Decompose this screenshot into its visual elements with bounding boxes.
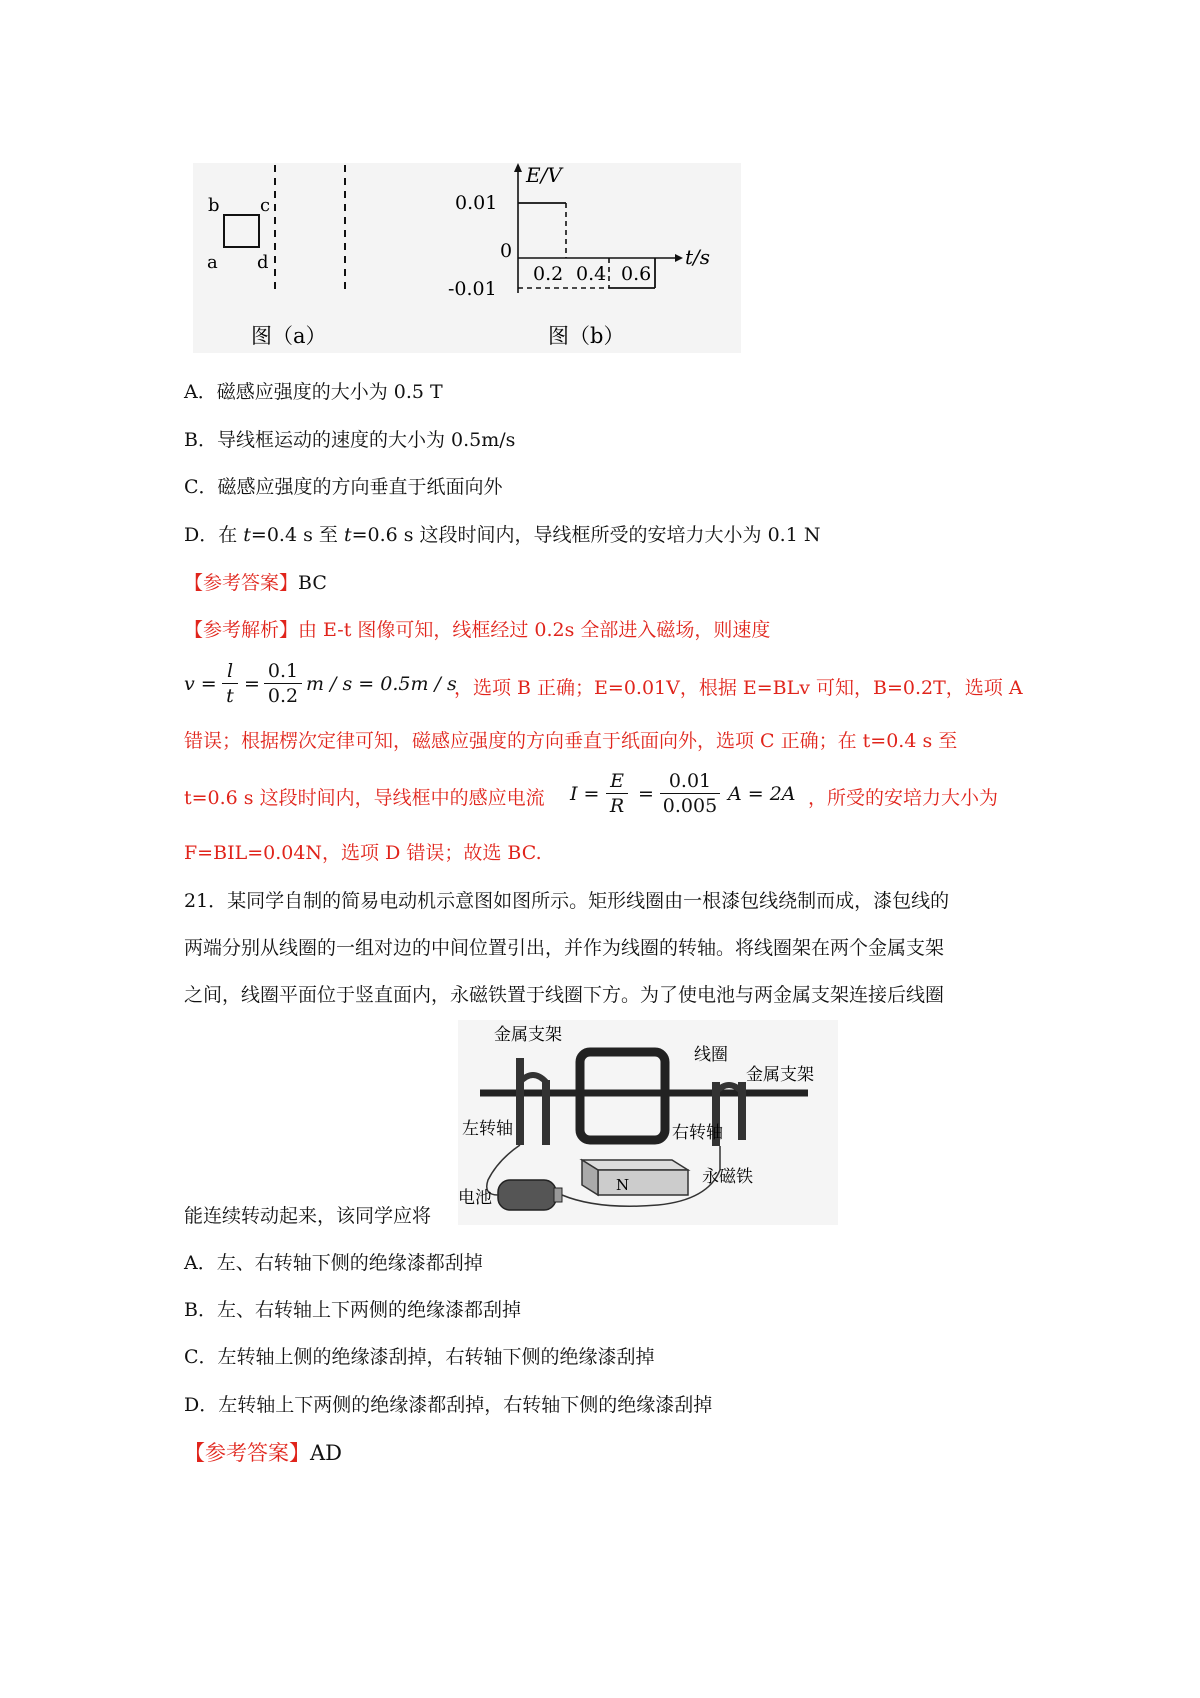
formula-i-frac1	[606, 769, 628, 818]
q20-option-d-t1: t	[243, 524, 251, 546]
label-coil: 线圈	[694, 1045, 728, 1065]
figure-ab-drawing	[193, 163, 741, 353]
q20-analysis-line1	[184, 617, 770, 643]
tick-y-negative: -0.01	[448, 278, 497, 300]
tick-0-4: 0.4	[576, 263, 607, 285]
formula-i-den1: R	[609, 795, 625, 817]
formula-i-den2: 0.005	[662, 795, 718, 817]
y-axis-label: E/V	[526, 163, 562, 187]
formula-v-num1: l	[222, 659, 238, 684]
q20-analysis-text4: t=0.6 s 这段时间内，导线框中的感应电流	[184, 787, 545, 809]
magnet-front	[598, 1170, 688, 1195]
q20-analysis-label: 【参考解析】	[184, 619, 299, 641]
q20-option-d-suffix: =0.6 s 这段时间内，导线框所受的安培力大小为 0.1 N	[351, 524, 821, 546]
q21-stem-line4: 能连续转动起来，该同学应将	[184, 1205, 432, 1227]
label-left-bracket: 金属支架	[494, 1025, 562, 1045]
tick-y-positive: 0.01	[455, 192, 498, 214]
formula-v-den2: 0.2	[267, 685, 299, 707]
q20-option-d	[184, 522, 820, 548]
label-right-axis: 右转轴	[672, 1123, 723, 1143]
q20-option-d-t2: t	[343, 524, 352, 546]
q20-analysis-line5: F=BIL=0.04N，选项 D 错误；故选 BC.	[184, 842, 542, 864]
q20-current-formula-line	[184, 763, 1034, 829]
q21-stem-line3: 之间，线圈平面位于竖直面内，永磁铁置于线圈下方。为了使电池与两金属支架连接后线圈	[184, 984, 945, 1006]
formula-i-eq: =	[638, 783, 654, 805]
q21-stem-line1: 21．某同学自制的简易电动机示意图如图所示。矩形线圈由一根漆包线绕制而成，漆包线的	[184, 890, 950, 912]
motor-figure	[458, 1020, 838, 1225]
formula-i-lhs: I =	[570, 783, 600, 805]
corner-a-label: a	[207, 252, 218, 273]
t-axis-arrow	[675, 254, 683, 262]
motor-drawing	[458, 1020, 838, 1225]
q21-stem-line2: 两端分别从线圈的一组对边的中间位置引出，并作为线圈的转轴。将线圈架在两个金属支架	[184, 937, 945, 959]
figure-ab	[193, 163, 741, 353]
figure-a-caption: 图（a）	[251, 324, 327, 348]
q20-answer-value: BC	[298, 572, 327, 594]
magnet-pole-label: N	[616, 1176, 630, 1194]
magnet-top	[582, 1160, 688, 1170]
e-axis-arrow	[514, 163, 522, 172]
wire-frame	[224, 215, 259, 247]
tick-0-2: 0.2	[533, 263, 564, 285]
corner-d-label: d	[257, 252, 269, 273]
formula-i-num2: 0.01	[660, 769, 720, 794]
formula-v-frac1	[222, 659, 238, 708]
q21-option-c: C．左转轴上侧的绝缘漆刮掉，右转轴下侧的绝缘漆刮掉	[184, 1346, 655, 1368]
figure-b-caption: 图（b）	[548, 324, 625, 348]
q21-answer-label: 【参考答案】	[184, 1441, 310, 1465]
label-battery: 电池	[458, 1188, 492, 1208]
formula-v-rhs: m / s = 0.5m / s	[306, 673, 457, 695]
formula-i-frac2	[660, 769, 720, 818]
q21-answer	[184, 1440, 342, 1466]
x-axis-label: t/s	[685, 245, 711, 269]
q20-analysis-text2: ，选项 B 正确；E=0.01V，根据 E=BLv 可知，B=0.2T，选项 A	[454, 677, 1023, 699]
formula-v-num2: 0.1	[264, 659, 302, 684]
tick-origin: 0	[500, 240, 513, 262]
q20-option-d-prefix: D．在	[184, 524, 244, 546]
q20-option-b: B．导线框运动的速度的大小为 0.5m/s	[184, 429, 516, 451]
q20-option-d-middle: =0.4 s 至	[250, 524, 344, 546]
q21-answer-value: AD	[310, 1441, 343, 1465]
q20-option-c: C．磁感应强度的方向垂直于纸面向外	[184, 476, 503, 498]
q20-analysis-text4-tail: ，所受的安培力大小为	[808, 787, 999, 809]
q20-answer-label: 【参考答案】	[184, 572, 299, 594]
label-left-axis: 左转轴	[462, 1119, 513, 1139]
formula-i-num1: E	[606, 769, 628, 794]
formula-v-frac2	[264, 659, 302, 708]
corner-b-label: b	[208, 195, 220, 216]
q20-analysis-line3: 错误；根据楞次定律可知，磁感应强度的方向垂直于纸面向外，选项 C 正确；在 t=0.4 s 至	[184, 730, 958, 752]
battery-terminal	[554, 1188, 562, 1202]
q20-option-a: A．磁感应强度的大小为 0.5 T	[184, 381, 443, 403]
label-right-bracket: 金属支架	[746, 1065, 814, 1085]
corner-c-label: c	[260, 195, 271, 216]
q21-option-d: D．左转轴上下两侧的绝缘漆都刮掉，右转轴下侧的绝缘漆刮掉	[184, 1394, 713, 1416]
label-magnet: 永磁铁	[702, 1167, 753, 1187]
q20-answer	[184, 570, 327, 596]
q20-analysis-text1: 由 E-t 图像可知，线框经过 0.2s 全部进入磁场，则速度	[298, 619, 771, 641]
formula-i-rhs: A = 2A	[728, 783, 796, 805]
tick-0-6: 0.6	[621, 263, 652, 285]
q20-velocity-formula-line	[184, 655, 1034, 715]
q21-option-a: A．左、右转轴下侧的绝缘漆都刮掉	[184, 1252, 483, 1274]
formula-v-eq: =	[244, 673, 260, 695]
formula-v-lhs: v =	[184, 673, 217, 695]
battery	[498, 1180, 556, 1210]
left-bracket-loop	[520, 1075, 546, 1082]
q21-option-b: B．左、右转轴上下两侧的绝缘漆都刮掉	[184, 1299, 521, 1321]
formula-v-den1: t	[226, 685, 234, 707]
